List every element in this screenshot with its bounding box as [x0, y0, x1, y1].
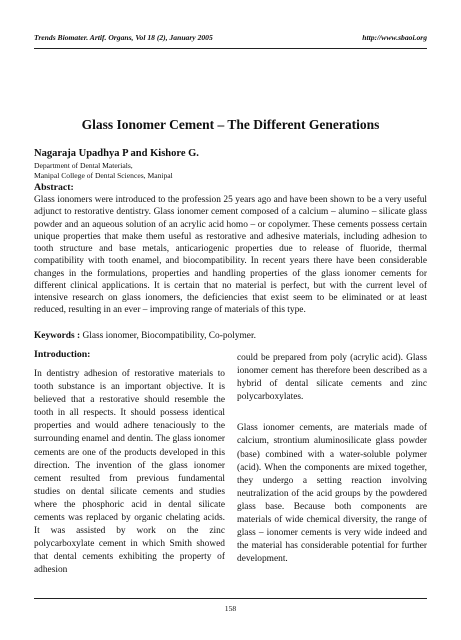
page-number: 158 [224, 604, 237, 613]
introduction-paragraph-right-1: could be prepared from poly (acrylic acid). Glass ionomer cement has therefore been described as a hybrid of dental silicate cements and zinc polycarboxylates. [237, 353, 427, 403]
keywords-line [34, 330, 427, 342]
keywords-values: Glass ionomer, Biocompatibility, Co-polymer. [80, 331, 256, 341]
article-authors: Nagaraja Upadhya P and Kishore G. [34, 148, 199, 159]
abstract-heading: Abstract: [34, 182, 74, 193]
right-column [237, 349, 427, 566]
keywords-label: Keywords : [34, 331, 81, 341]
introduction-paragraph-right-2: Glass ionomer cements, are materials made of calcium, strontium aluminosilicate glass powder (base) combined with a water-soluble polymer (acid). When the components are mixed together, they undergo a setting reaction involving neutralization of the acid groups by the powdered glass base. Because both components are materials of wide chemical diversity, the range of glass – ionomer cements is very wide indeed and the material has considerable potential for further development. [237, 423, 427, 565]
introduction-heading: Introduction: [34, 349, 91, 360]
affiliation-department: Department of Dental Materials, [34, 161, 133, 170]
abstract-body: Glass ionomers were introduced to the profession 25 years ago and have been shown to be a very useful adjunct to restorative dentistry. Glass ionomer cement composed of a calcium – alumino – silicate glass powder and an aqueous solution of an acrylic acid homo – or copolymer. These cements possess certain unique properties that make them useful as restorative and adhesive materials, including adhesion to tooth structure and base metals, anticariogenic properties due to release of fluoride, thermal compatibility with tooth enamel, and biocompatibility. In recent years there have been considerable changes in the formulations, properties and handling properties of the glass ionomer cements for different clinical applications. It is certain that no material is perfect, but with the current level of intensive research on glass ionomers, the deficiencies that exist seem to be eliminated or at least reduced, resulting in an ever – improving range of materials of this type. [34, 195, 427, 316]
introduction-paragraph-left: In dentistry adhesion of restorative materials to tooth substance is an important objective. It is believed that a restorative should resemble the tooth in all respects. It should possess identical properties and would adhere tenaciously to the surrounding enamel and dentin. The glass ionomer cements are one of the products developed in this direction. The invention of the glass ionomer cement resulted from previous fundamental studies on dental silicate cements and studies where the phosphoric acid in dental silicate cements was replaced by organic chelating acids. It was assisted by work on the zinc polycarboxylate cement in which Smith showed that dental cements exhibiting the property of adhesion [34, 369, 225, 576]
journal-url[interactable]: http://www.sbaoi.org [362, 33, 427, 42]
left-column [34, 349, 225, 578]
journal-citation: Trends Biomater. Artif. Organs, Vol 18 (2), January 2005 [34, 33, 213, 42]
header-divider [34, 48, 427, 49]
running-header [34, 33, 427, 42]
affiliation-institution: Manipal College of Dental Sciences, Manipal [34, 171, 173, 180]
footer-divider [34, 598, 427, 599]
article-title: Glass Ionomer Cement – The Different Generations [81, 117, 380, 132]
